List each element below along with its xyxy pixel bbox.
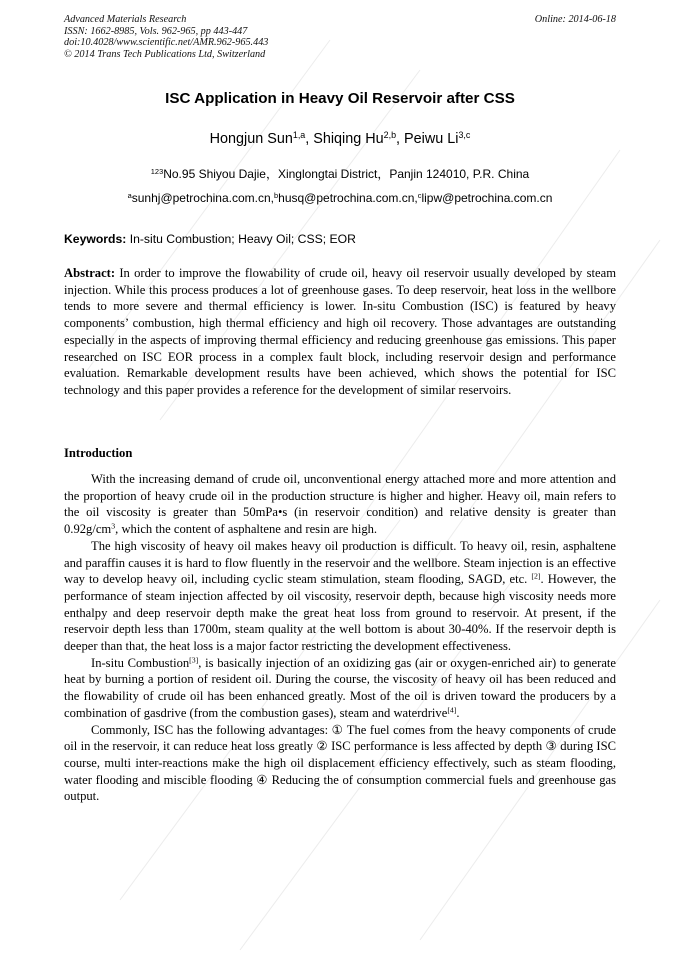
address-text: No.95 Shiyou Dajie，Xinglongtai District，Panjin 124010, P.R. China xyxy=(163,167,530,181)
journal-header xyxy=(64,14,616,60)
paragraph-text: In-situ Combustion xyxy=(91,655,190,670)
email-mark: b xyxy=(274,190,279,200)
issn-line: ISSN: 1662-8985, Vols. 962-965, pp 443-447 xyxy=(64,25,248,37)
abstract-paragraph xyxy=(64,265,616,399)
abstract-label: Abstract: xyxy=(64,266,116,280)
affiliation-address xyxy=(64,165,616,182)
keywords-line xyxy=(64,232,616,246)
doi-link[interactable]: doi:10.4028/www.scientific.net/AMR.962-965.443 xyxy=(64,37,269,49)
body-paragraph xyxy=(64,471,616,538)
email-address[interactable]: sunhj@petrochina.com.cn, xyxy=(131,191,275,205)
email-mark: a xyxy=(127,190,132,200)
body-paragraph xyxy=(64,655,616,722)
author-affiliation-mark: 3,c xyxy=(458,130,471,141)
citation-mark: [4] xyxy=(447,705,457,715)
citation-mark: [3] xyxy=(189,655,199,665)
author-name: Hongjun Sun xyxy=(209,131,293,147)
author-separator: , xyxy=(396,131,405,147)
citation-mark: [2] xyxy=(531,571,541,581)
email-address[interactable]: lipw@petrochina.com.cn xyxy=(421,191,553,205)
introduction-body xyxy=(64,471,616,805)
paragraph-text: , is basically injection of an oxidizing gas (air or oxygen-enriched air) to generate heat by burning a portion of resident oil. During the course, the viscosity of heavy oil has been reduced and the flowability of crude oil has been enhanced greatly. Most of the oil is driven toward the producers by a combination of gasdrive (from the combustion gases), steam and waterdrive xyxy=(64,655,617,720)
author-list xyxy=(64,131,616,147)
paper-title: ISC Application in Heavy Oil Reservoir after CSS xyxy=(165,90,515,107)
copyright-line: © 2014 Trans Tech Publications Ltd, Switzerland xyxy=(64,48,266,60)
paragraph-text: . xyxy=(456,705,460,720)
body-paragraph xyxy=(64,538,616,655)
paragraph-text: The high viscosity of heavy oil makes heavy oil production is difficult. To heavy oil, resin, asphaltene and paraffin causes it is hard to flow fluently in the reservoir and the wellbore. Steam injection is an effective way to develop heavy oil, including cyclic steam stimulation, steam flooding, SAGD, etc. xyxy=(64,538,616,587)
keywords-text: In-situ Combustion; Heavy Oil; CSS; EOR xyxy=(126,232,356,246)
email-address[interactable]: husq@petrochina.com.cn, xyxy=(278,191,418,205)
author-name: Peiwu Li xyxy=(404,131,459,147)
paragraph-text: , which the content of asphaltene and resin are high. xyxy=(115,522,378,537)
online-date: Online: 2014-06-18 xyxy=(534,14,616,25)
email-mark: c xyxy=(417,190,422,200)
keywords-label: Keywords: xyxy=(64,232,127,246)
section-heading-introduction: Introduction xyxy=(64,446,133,460)
author-name: Shiqing Hu xyxy=(313,131,384,147)
journal-name: Advanced Materials Research xyxy=(64,14,187,25)
author-affiliation-mark: 2,b xyxy=(383,130,397,141)
unit-superscript: 3 xyxy=(111,521,116,531)
paragraph-text: . However, the performance of steam injection affected by oil viscosity, reservoir depth, because high viscosity needs more enthalpy and deep reservoir depth make the great heat loss from ground to reservoir. At present, if the reservoir depth less than 1700m, steam quality at the well bottom is about 30-40%. If the reservoir depth is deeper than that, the heat loss is a major factor restricting the development effectiveness. xyxy=(64,572,616,654)
paragraph-text: With the increasing demand of crude oil, unconventional energy attached more and more attention and the proportion of heavy crude oil in the production structure is higher and higher. Heavy oil, main refers to the oil viscosity is greater than 50mPa•s (in reservoir condition) and relative density is greater than 0.92g/cm xyxy=(64,472,616,537)
author-separator: , xyxy=(305,131,314,147)
author-emails xyxy=(64,191,616,205)
abstract-text: In order to improve the flowability of crude oil, heavy oil reservoir usually developed by steam injection. While this process produces a lot of greenhouse gases. To deep reservoir, heat loss in the wellbore tends to more severe and thermal efficiency is lower. In-situ Combustion (ISC) is featured by heavy components’ combustion, high thermal efficiency and high oil recovery. Those advantages are outstanding especially in the aspects of improving thermal efficiency and reducing greenhouse gas emissions. This paper researched on ISC EOR process in a complex fault block, including reservoir design and performance evaluation. Remarkable development results have been achieved, which shows the potential for ISC technology and this paper provides a reference for the development of similar reservoirs. xyxy=(64,266,616,397)
body-paragraph: Commonly, ISC has the following advantages: ① The fuel comes from the heavy components of crude oil in the reservoir, it can reduce heat loss greatly ② ISC performance is less affected by depth ③ during ISC course, multi inter-reactions make the high oil displacement efficiency effectively, such as steam flooding, water flooding and miscible flooding ④ Reducing the of consumption commercial fuels and greenhouse gas output. xyxy=(64,722,616,804)
author-affiliation-mark: 1,a xyxy=(292,130,306,141)
address-mark: 123 xyxy=(150,166,164,176)
